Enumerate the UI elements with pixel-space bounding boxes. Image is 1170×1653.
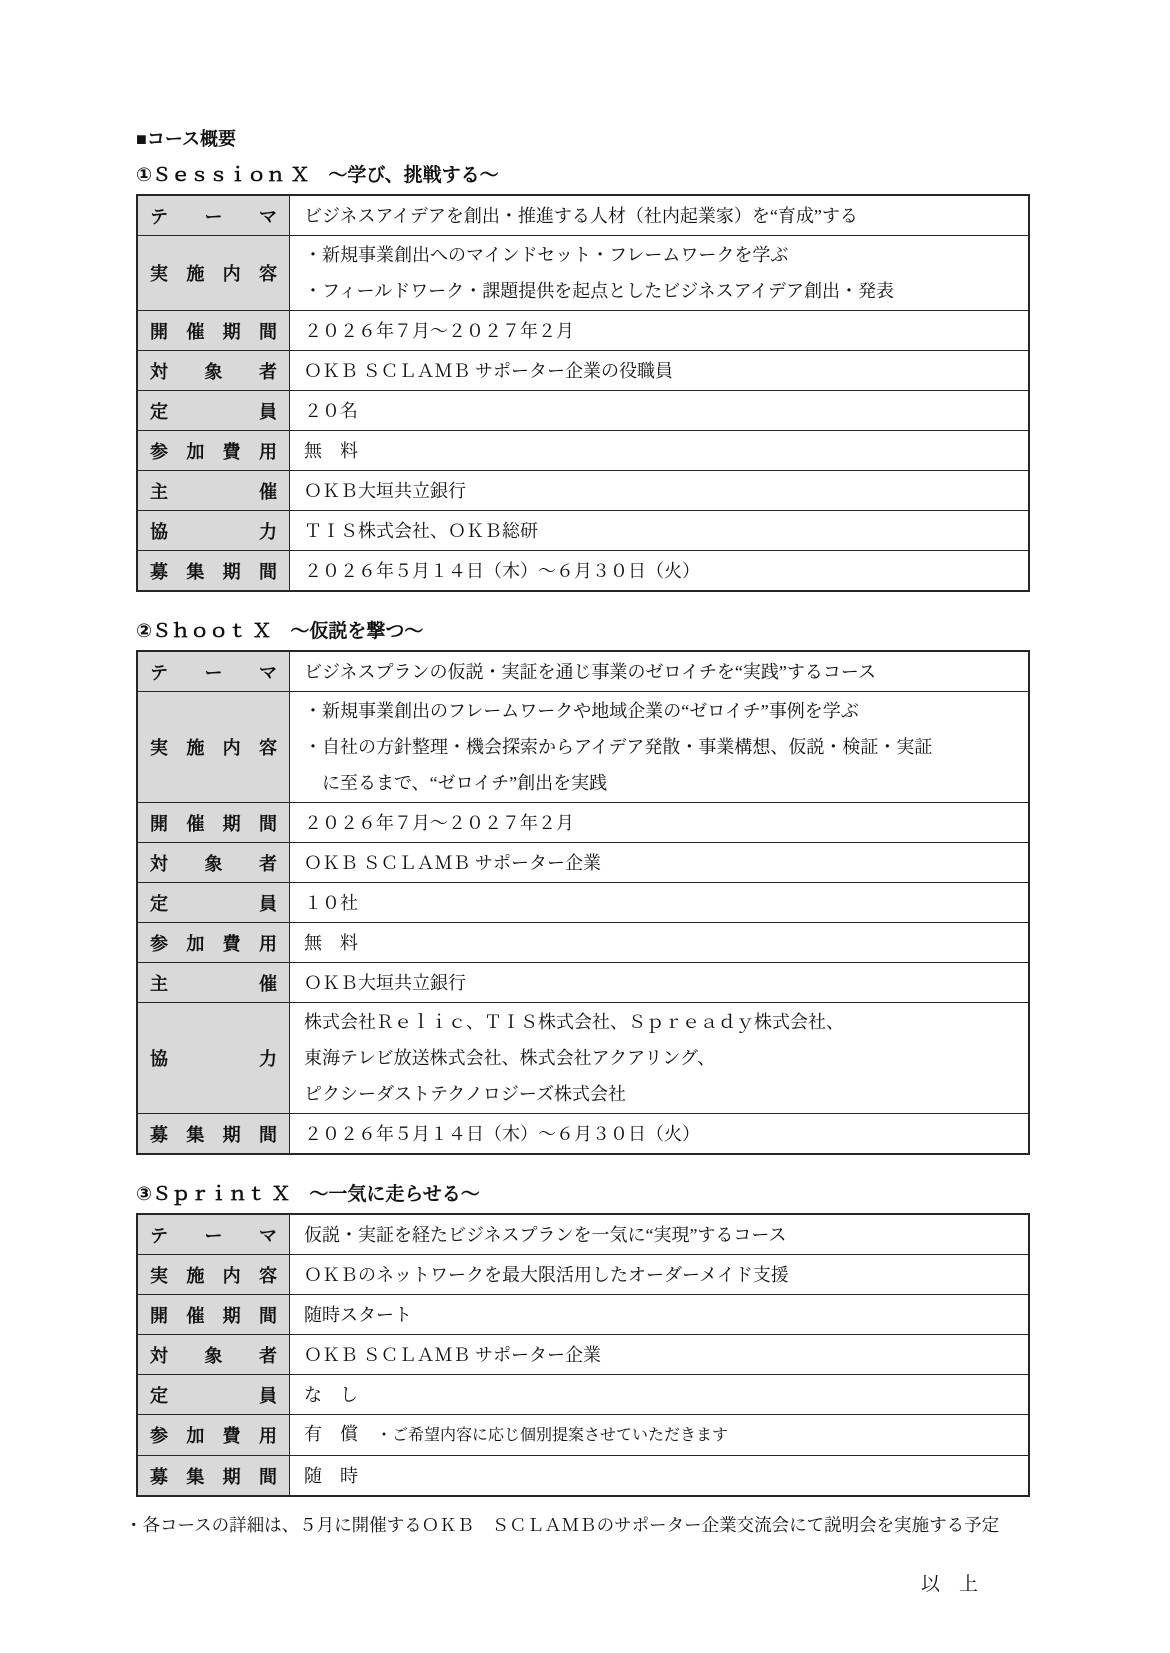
row-header-cell <box>138 963 290 1002</box>
value-text: 随時スタート <box>304 1304 412 1325</box>
row-header-label: 参加費用 <box>150 933 277 954</box>
table-row <box>138 430 1028 470</box>
value-line <box>304 729 1014 765</box>
row-value-cell <box>290 843 1028 882</box>
section-heading-sprint-x: ③Ｓｐｒｉｎｔ Ｘ ～一気に走らせる～ <box>136 1184 480 1205</box>
row-header-cell <box>138 471 290 510</box>
row-header-cell <box>138 843 290 882</box>
table-row <box>138 1294 1028 1334</box>
row-header-label: テーマ <box>150 662 277 683</box>
row-header-cell <box>138 652 290 691</box>
row-header-label: 開催期間 <box>150 813 277 834</box>
row-header-cell <box>138 196 290 235</box>
row-header-label: テーマ <box>150 206 277 227</box>
row-header-cell <box>138 551 290 590</box>
row-value-cell <box>290 923 1028 962</box>
value-line <box>304 1116 1014 1152</box>
row-header-label: 募集期間 <box>150 1124 277 1145</box>
value-text: ＯＫＢ大垣共立銀行 <box>304 480 466 501</box>
value-text: 有 償 <box>304 1424 376 1444</box>
value-text: な し <box>304 1384 358 1405</box>
row-header-label: 募集期間 <box>150 561 277 582</box>
table-row <box>138 510 1028 550</box>
section-session-x <box>136 164 1030 592</box>
table-row <box>138 235 1028 310</box>
row-value-cell <box>290 1255 1028 1294</box>
document-title: ■コース概要 <box>136 129 236 149</box>
value-text: ２０２６年５月１４日（木）～６月３０日（火） <box>304 1123 700 1144</box>
row-value-cell <box>290 1215 1028 1254</box>
row-header-cell <box>138 692 290 802</box>
row-value-cell <box>290 803 1028 842</box>
value-line <box>304 765 1014 801</box>
row-header-label: 対象者 <box>150 361 277 382</box>
row-header-label: 定員 <box>150 893 277 914</box>
value-text: 随 時 <box>304 1465 358 1486</box>
row-header-label: 主催 <box>150 973 277 994</box>
value-text: 無 料 <box>304 440 358 461</box>
value-text: ＯＫＢのネットワークを最大限活用したオーダーメイド支援 <box>304 1264 789 1285</box>
row-header-label: テーマ <box>150 1225 277 1246</box>
table-row <box>138 550 1028 590</box>
course-table-session-x <box>136 194 1030 592</box>
course-table-shoot-x <box>136 650 1030 1155</box>
table-row <box>138 196 1028 235</box>
value-text: 東海テレビ放送株式会社、株式会社アクアリング、 <box>304 1048 716 1068</box>
row-value-cell <box>290 351 1028 390</box>
row-header-cell <box>138 923 290 962</box>
value-text: ・自社の方針整理・機会探索からアイデア発散・事業構想、仮説・検証・実証 <box>304 737 933 757</box>
section-shoot-x <box>136 620 1030 1155</box>
value-line <box>304 1004 1014 1040</box>
closing-mark: 以 上 <box>920 1574 978 1595</box>
footnote: ・各コースの詳細は、５月に開催するＯＫＢ ＳＣＬＡＭＢのサポーター企業交流会にて説明会を実施する予定 <box>125 1515 1000 1535</box>
value-text: ２０２６年５月１４日（木）～６月３０日（火） <box>304 560 700 581</box>
table-row <box>138 390 1028 430</box>
table-row <box>138 1254 1028 1294</box>
value-line <box>304 353 1014 389</box>
value-line <box>304 273 1014 309</box>
value-line <box>304 1257 1014 1293</box>
table-row <box>138 1334 1028 1374</box>
value-text: ・新規事業創出へのマインドセット・フレームワークを学ぶ <box>304 245 789 265</box>
value-text: ＴＩＳ株式会社、ＯＫＢ総研 <box>304 520 538 541</box>
row-value-cell <box>290 431 1028 470</box>
row-header-cell <box>138 351 290 390</box>
row-header-label: 定員 <box>150 1385 277 1406</box>
row-header-label: 参加費用 <box>150 441 277 462</box>
value-line <box>304 1337 1014 1373</box>
row-header-cell <box>138 1255 290 1294</box>
value-line <box>304 805 1014 841</box>
section-heading-shoot-x: ②Ｓｈｏｏｔ Ｘ ～仮説を撃つ～ <box>136 621 424 642</box>
row-header-cell <box>138 1456 290 1495</box>
value-line <box>304 1217 1014 1253</box>
table-row <box>138 1455 1028 1495</box>
row-header-label: 実施内容 <box>150 1265 277 1286</box>
value-text: 無 料 <box>304 932 358 953</box>
row-header-label: 対象者 <box>150 1345 277 1366</box>
row-header-label: 協力 <box>150 521 277 542</box>
value-text: 株式会社Ｒｅｌｉｃ、ＴＩＳ株式会社、Ｓｐｒｅａｄｙ株式会社、 <box>304 1012 844 1032</box>
value-line <box>304 553 1014 589</box>
row-header-cell <box>138 431 290 470</box>
section-heading-session-x: ①Ｓｅｓｓｉｏｎ Ｘ ～学び、挑戦する～ <box>136 165 499 186</box>
value-line <box>304 925 1014 961</box>
value-line <box>304 513 1014 549</box>
table-row <box>138 470 1028 510</box>
value-line <box>304 845 1014 881</box>
value-line <box>304 654 1014 690</box>
value-text: ＯＫＢ大垣共立銀行 <box>304 972 466 993</box>
row-header-label: 募集期間 <box>150 1466 277 1487</box>
value-line <box>304 885 1014 921</box>
row-value-cell <box>290 692 1028 802</box>
value-line <box>304 198 1014 234</box>
value-text: ビジネスアイデアを創出・推進する人材（社内起業家）を“育成”する <box>304 205 858 226</box>
value-text: に至るまで、“ゼロイチ”創出を実践 <box>304 773 608 793</box>
row-value-cell <box>290 883 1028 922</box>
table-row <box>138 882 1028 922</box>
course-table-sprint-x <box>136 1213 1030 1497</box>
value-text: ＯＫＢ ＳＣＬＡＭＢ サポーター企業 <box>304 1344 601 1365</box>
row-value-cell <box>290 196 1028 235</box>
value-line <box>304 1458 1014 1494</box>
row-value-cell <box>290 551 1028 590</box>
table-row <box>138 802 1028 842</box>
value-line <box>304 433 1014 469</box>
table-row <box>138 1215 1028 1254</box>
row-header-cell <box>138 236 290 310</box>
row-value-cell <box>290 1003 1028 1113</box>
row-header-cell <box>138 1003 290 1113</box>
row-header-label: 開催期間 <box>150 321 277 342</box>
row-header-cell <box>138 1375 290 1414</box>
value-line <box>304 313 1014 349</box>
value-text: １０社 <box>304 892 358 913</box>
value-line <box>304 1040 1014 1076</box>
table-row <box>138 691 1028 802</box>
value-text: ＯＫＢ ＳＣＬＡＭＢ サポーター企業の役職員 <box>304 360 673 381</box>
row-value-cell <box>290 1335 1028 1374</box>
value-text: ・フィールドワーク・課題提供を起点としたビジネスアイデア創出・発表 <box>304 281 895 301</box>
row-value-cell <box>290 1114 1028 1153</box>
value-text: ２０名 <box>304 400 358 421</box>
table-row <box>138 1002 1028 1113</box>
section-sprint-x <box>136 1183 1030 1497</box>
value-line <box>304 693 1014 729</box>
row-value-cell <box>290 391 1028 430</box>
row-header-cell <box>138 1415 290 1455</box>
row-header-label: 開催期間 <box>150 1305 277 1326</box>
table-row <box>138 922 1028 962</box>
row-header-cell <box>138 803 290 842</box>
value-text: ＯＫＢ ＳＣＬＡＭＢ サポーター企業 <box>304 852 601 873</box>
row-value-cell <box>290 1375 1028 1414</box>
row-value-cell <box>290 652 1028 691</box>
row-header-cell <box>138 1295 290 1334</box>
value-line <box>304 965 1014 1001</box>
table-row <box>138 310 1028 350</box>
row-header-label: 参加費用 <box>150 1426 277 1446</box>
value-text: 仮説・実証を経たビジネスプランを一気に“実現”するコース <box>304 1224 787 1245</box>
row-header-cell <box>138 1335 290 1374</box>
row-value-cell <box>290 236 1028 310</box>
row-value-cell <box>290 963 1028 1002</box>
value-text: ・新規事業創出のフレームワークや地域企業の“ゼロイチ”事例を学ぶ <box>304 701 859 721</box>
table-row <box>138 652 1028 691</box>
row-value-cell <box>290 1295 1028 1334</box>
value-text: ビジネスプランの仮説・実証を通じ事業のゼロイチを“実践”するコース <box>304 661 876 682</box>
value-text: ２０２６年７月～２０２７年２月 <box>304 812 574 833</box>
row-value-cell <box>290 311 1028 350</box>
row-header-cell <box>138 883 290 922</box>
row-header-cell <box>138 511 290 550</box>
value-line <box>304 1377 1014 1413</box>
value-line <box>304 393 1014 429</box>
value-text: ２０２６年７月～２０２７年２月 <box>304 320 574 341</box>
row-header-cell <box>138 391 290 430</box>
table-row <box>138 1374 1028 1414</box>
row-header-label: 定員 <box>150 401 277 422</box>
row-value-cell <box>290 471 1028 510</box>
row-header-label: 実施内容 <box>150 738 277 758</box>
row-value-cell <box>290 1456 1028 1495</box>
row-header-label: 協力 <box>150 1049 277 1069</box>
value-note: ・ご希望内容に応じ個別提案させていただきます <box>376 1427 729 1444</box>
table-row <box>138 350 1028 390</box>
row-header-cell <box>138 1114 290 1153</box>
value-text: ピクシーダストテクノロジーズ株式会社 <box>304 1084 627 1104</box>
row-header-cell <box>138 311 290 350</box>
table-row <box>138 962 1028 1002</box>
row-header-label: 対象者 <box>150 853 277 874</box>
value-line <box>304 1297 1014 1333</box>
table-row <box>138 842 1028 882</box>
value-line <box>304 1076 1014 1112</box>
value-line <box>304 473 1014 509</box>
row-header-cell <box>138 1215 290 1254</box>
value-line <box>304 1416 1014 1454</box>
row-header-label: 主催 <box>150 481 277 502</box>
table-row <box>138 1113 1028 1153</box>
row-value-cell <box>290 1415 1028 1455</box>
value-line <box>304 237 1014 273</box>
table-row <box>138 1414 1028 1455</box>
row-value-cell <box>290 511 1028 550</box>
row-header-label: 実施内容 <box>150 264 277 284</box>
